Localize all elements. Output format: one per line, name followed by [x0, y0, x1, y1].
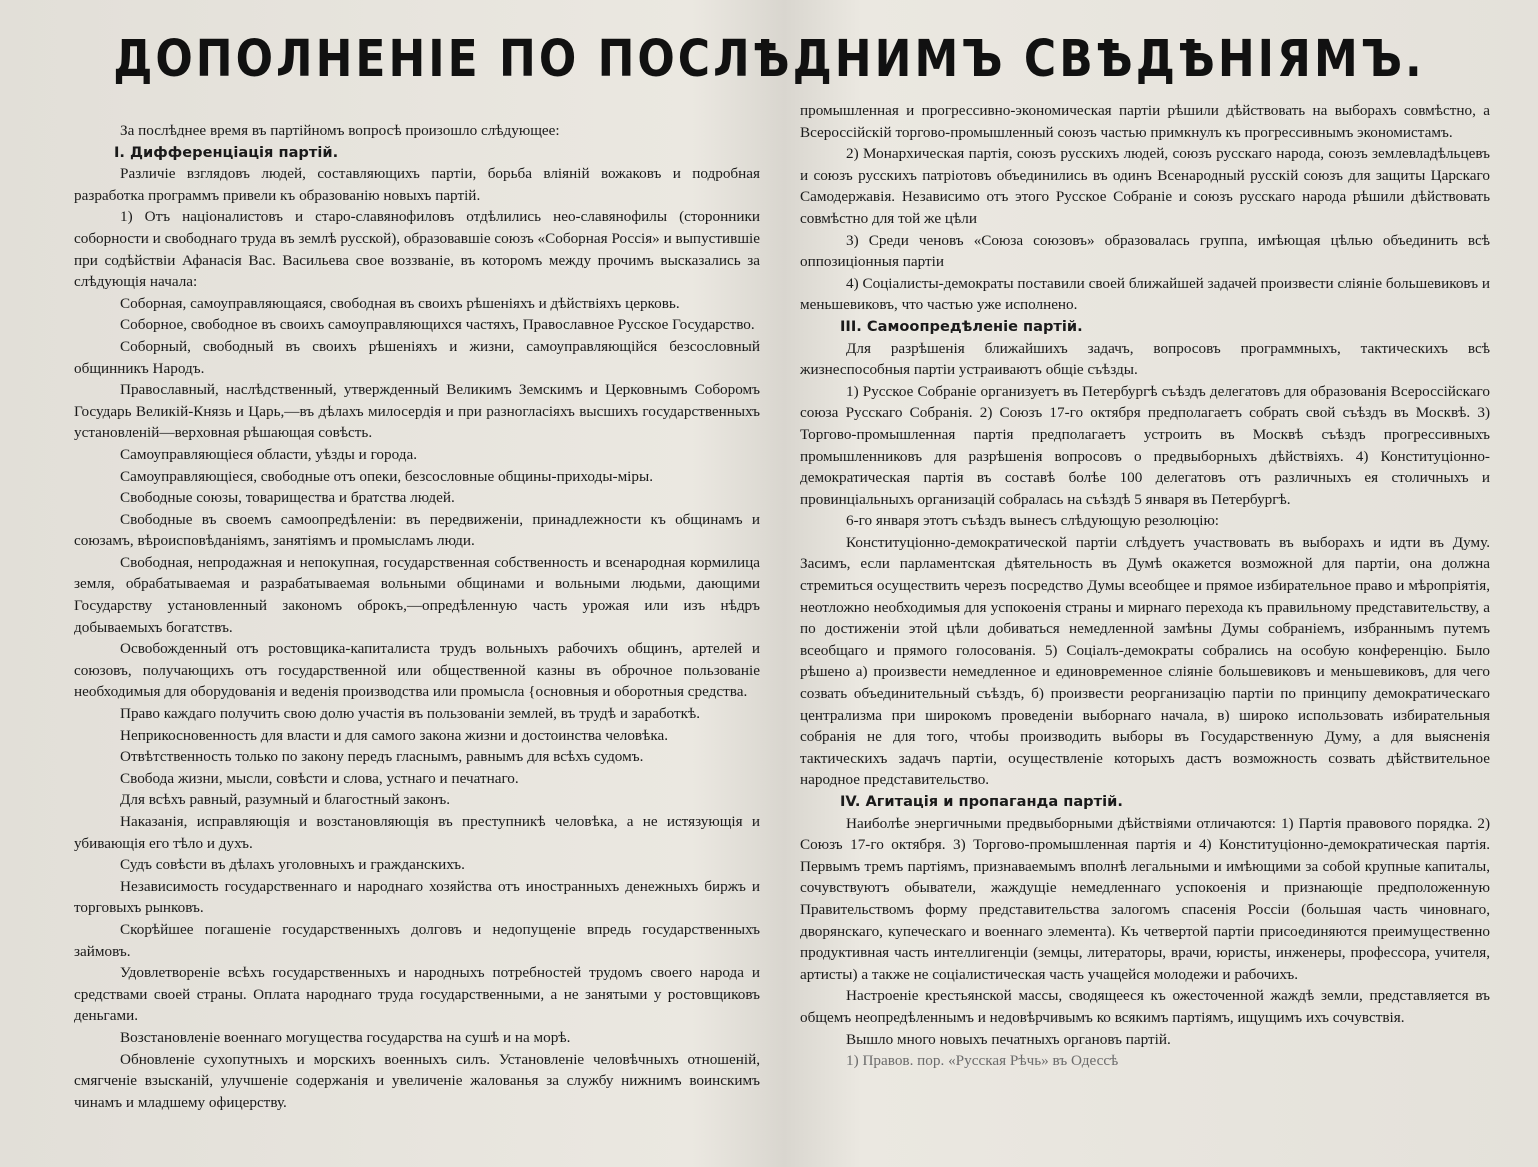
- paragraph: Право каждаго получить свою долю участія въ пользованіи землей, въ трудѣ и заработкѣ.: [120, 705, 701, 723]
- paragraph: Свободные въ своемъ самоопредѣленіи: въ передвиженіи, принадлежности къ общинамъ и союзамъ, вѣроисповѣданіямъ, занятіямъ и промысламъ люди.: [74, 510, 760, 550]
- paragraph: Наиболѣе энергичными предвыборными дѣйствіями отличаются: 1) Партія правового порядка. 2) Союзъ 17-го октября. 3) Торгово-промышленная партія и 4) Конституціонно-демократическая партія. Первымъ тремъ партіямъ, признаваемымъ вполнѣ легальными и имѣющими за собой крупные капиталы, сочувствуютъ обыватели, жаждущіе немедленнаго успокоенія и признающіе предположенную Правительствомъ форму представительства залогомъ спасенія Россіи (большая часть чиновнаго, дворянскаго, купеческаго и военнаго элемента). Къ четвертой партіи присоединяются преимущественно продуктивная часть интеллигенціи (земцы, литераторы, врачи, юристы, инженеры, профессора, учителя, артисты) а также не соціалистическая часть учащейся молодежи и рабочихъ.: [800, 814, 1490, 983]
- section-heading-3: III. Самоопредѣленіе партій.: [840, 317, 1083, 335]
- paragraph: Конституціонно-демократической партіи слѣдуетъ участвовать въ выборахъ и идти въ Думу. Засимъ, если парламентская дѣятельность въ Думѣ окажется возможной для партіи, она должна стремиться осуществить черезъ посредство Думы всеобщее и прямое избирательное право и мѣропріятія, неотложно необходимыя для успокоенія страны и мирнаго перехода къ правильному представительству, а по достиженіи этой цѣли добиваться немедленной замѣны Думы собраніемъ, избраннымъ путемъ всеобщаго и прямого голосованія. 5) Соціалъ-демократы собрались на особую конференцію. Было рѣшено а) произвести немедленное и единовременное сліяніе большевиковъ и меньшевиковъ, для чего созвать объединительный съѣздъ, б) произвести реорганизацію партіи по принципу демократическаго централизма при широкомъ проведеніи выборнаго начала, в) широко использовать избирательныя собранія не для того, чтобы производить выборы въ Государственную Думу, а для выясненія тактическихъ задачъ партіи, осуществленіе которыхъ дастъ возможность созвать дѣйствительное народное представительство.: [800, 533, 1490, 789]
- paragraph: Свобода жизни, мысли, совѣсти и слова, устнаго и печатнаго.: [120, 769, 519, 787]
- right-column: [800, 100, 1490, 1072]
- left-column: [74, 120, 760, 1113]
- paragraph: Свободная, непродажная и непокупная, государственная собственность и всенародная кормилица земля, обрабатываемая и разрабатываемая вольными общинами и вольными людьми, дающими Государству установленный закономъ оброкъ,—опредѣленную часть урожая или изъ нѣдръ добываемыхъ богатствъ.: [74, 553, 760, 636]
- paragraph: Независимость государственнаго и народнаго хозяйства отъ иностранныхъ денежныхъ биржъ и торговыхъ рынковъ.: [74, 877, 760, 917]
- paragraph: 1) Отъ націоналистовъ и старо-славянофиловъ отдѣлились нео-славянофилы (сторонники соборности и свободнаго труда въ землѣ русской), образовавшіе союзъ «Соборная Россія» и выпустившіе при содѣйствіи Афанасія Вас. Васильева свое воззваніе, въ которомъ между прочимъ высказались за слѣдующія начала:: [74, 208, 760, 291]
- paragraph: 6-го января этотъ съѣздъ вынесъ слѣдующую резолюцію:: [846, 512, 1220, 530]
- paragraph: Возстановленіе военнаго могущества государства на сушѣ и на морѣ.: [120, 1028, 571, 1046]
- paragraph: 3) Среди ченовъ «Союза союзовъ» образовалась группа, имѣющая цѣлью объединить всѣ оппозиціонныя партіи: [800, 231, 1490, 271]
- paragraph: Удовлетвореніе всѣхъ государственныхъ и народныхъ потребностей трудомъ своего народа и средствами своей страны. Оплата народнаго труда государственными, а не занятыми у ростовщиковъ деньгами.: [74, 964, 760, 1025]
- paragraph: Соборный, свободный въ своихъ рѣшеніяхъ и жизни, самоуправляющійся безсословный общинникъ Народъ.: [74, 337, 760, 377]
- section-heading-4: IV. Агитація и пропаганда партій.: [840, 793, 1123, 810]
- intro-paragraph: За послѣднее время въ партійномъ вопросѣ произошло слѣдующее:: [120, 122, 560, 139]
- paragraph: 2) Монархическая партія, союзъ русскихъ людей, союзъ русскаго народа, союзъ землевладѣльцевъ и союзъ русскихъ патріотовъ объединились въ одинъ Всенародный русскій союзъ для защиты Царскаго Самодержавія. Независимо отъ этого Русское Собраніе и союзъ русскаго народа рѣшили дѣйствовать совмѣстно для той же цѣли: [800, 145, 1490, 227]
- paragraph: Для всѣхъ равный, разумный и благостный законъ.: [120, 791, 451, 809]
- paragraph: Свободные союзы, товарищества и братства людей.: [120, 489, 455, 507]
- paragraph: Различіе взглядовъ людей, составляющихъ партіи, борьба вліяній вожаковъ и подробная разработка программъ привели къ образованію новыхъ партій.: [74, 165, 760, 204]
- paragraph: Соборное, свободное въ своихъ самоуправляющихся частяхъ, Православное Русское Государство.: [120, 316, 755, 334]
- paragraph: 1) Русское Собраніе организуетъ въ Петербургѣ съѣздъ делегатовъ для образованія Всероссійскаго союза Русскаго Собранія. 2) Союзъ 17-го октября предполагаетъ собрать свой съѣздъ въ Москвѣ. 3) Торгово-промышленная партія предполагаетъ устроить въ Москвѣ съѣздъ прогрессивныхъ промышленниковъ для разрѣшенія вопросовъ о предвыборныхъ дѣйствіяхъ. 4) Конституціонно-демократическая партія въ составѣ болѣе 100 делегатовъ отъ различныхъ ея столичныхъ и провинціальныхъ организацій собралась на съѣздѣ 5 января въ Петербургѣ.: [800, 382, 1490, 508]
- paragraph: Настроеніе крестьянской массы, сводящееся къ ожесточенной жаждѣ земли, представляется въ общемъ неопредѣленнымъ и недовѣрчивымъ ко всякимъ партіямъ, ищущимъ ихъ сочувствія.: [800, 987, 1490, 1026]
- paragraph: Отвѣтственность только по закону передъ гласнымъ, равнымъ для всѣхъ судомъ.: [120, 748, 644, 766]
- paragraph: Для разрѣшенія ближайшихъ задачъ, вопросовъ программныхъ, тактическихъ всѣ жизнеспособныя партіи устраиваютъ общіе съѣзды.: [800, 339, 1490, 379]
- paragraph: Православный, наслѣдственный, утвержденный Великимъ Земскимъ и Церковнымъ Соборомъ Государь Великій-Князь и Царь,—въ дѣлахъ милосердія и при разногласіяхъ высшихъ государственныхъ установленій—верховная рѣшающая совѣсть.: [74, 381, 760, 442]
- paragraph: промышленная и прогрессивно-экономическая партіи рѣшили дѣйствовать на выборахъ совмѣстно, а Всероссійскій торгово-промышленный союзъ частью примкнулъ къ прогрессивнымъ экономистамъ.: [800, 102, 1490, 141]
- paragraph: 4) Соціалисты-демократы поставили своей ближайшей задачей произвести сліяніе большевиковъ и меньшевиковъ, что частью уже исполнено.: [800, 274, 1490, 314]
- paragraph: Самоуправляющіеся, свободные отъ опеки, безсословные общины-приходы-міры.: [120, 467, 653, 485]
- paragraph: Самоуправляющіеся области, уѣзды и города.: [120, 445, 418, 463]
- paragraph: 1) Правов. пор. «Русская Рѣчь» въ Одессѣ: [846, 1052, 1119, 1070]
- paragraph: Соборная, самоуправляющаяся, свободная въ своихъ рѣшеніяхъ и дѣйствіяхъ церковь.: [120, 294, 680, 312]
- page-title: ДОПОЛНЕНІЕ ПО ПОСЛѢДНИМЪ СВѢДѢНІЯМЪ.: [113, 30, 1425, 89]
- paragraph: Освобожденный отъ ростовщика-капиталиста трудъ вольныхъ рабочихъ общинъ, артелей и союзовъ, получающихъ отъ государственной или общественной казны въ оброчное пользованіе необходимыя для оборудованія и веденія производства или промысла {основныя и оборотныя средства.: [74, 640, 760, 701]
- paragraph: Вышло много новыхъ печатныхъ органовъ партій.: [846, 1030, 1171, 1048]
- section-heading-1: I. Дифференціація партій.: [114, 143, 339, 161]
- paragraph: Наказанія, исправляющія и возстановляющія въ преступникѣ человѣка, а не истязующія и убивающія его тѣло и духъ.: [74, 813, 760, 852]
- paragraph: Неприкосновенность для власти и для самого закона жизни и достоинства человѣка.: [120, 726, 669, 744]
- paragraph: Судъ совѣсти въ дѣлахъ уголовныхъ и гражданскихъ.: [120, 856, 465, 874]
- paragraph: Скорѣйшее погашеніе государственныхъ долговъ и недопущеніе впредь государственныхъ займовъ.: [74, 920, 760, 960]
- paragraph: Обновленіе сухопутныхъ и морскихъ военныхъ силъ. Установленіе человѣчныхъ отношеній, смягченіе взысканій, улучшеніе содержанія и увеличеніе жалованья за службу нижнимъ воинскимъ чинамъ и младшему офицерству.: [74, 1050, 760, 1111]
- left-paragraph-list: [74, 163, 760, 1113]
